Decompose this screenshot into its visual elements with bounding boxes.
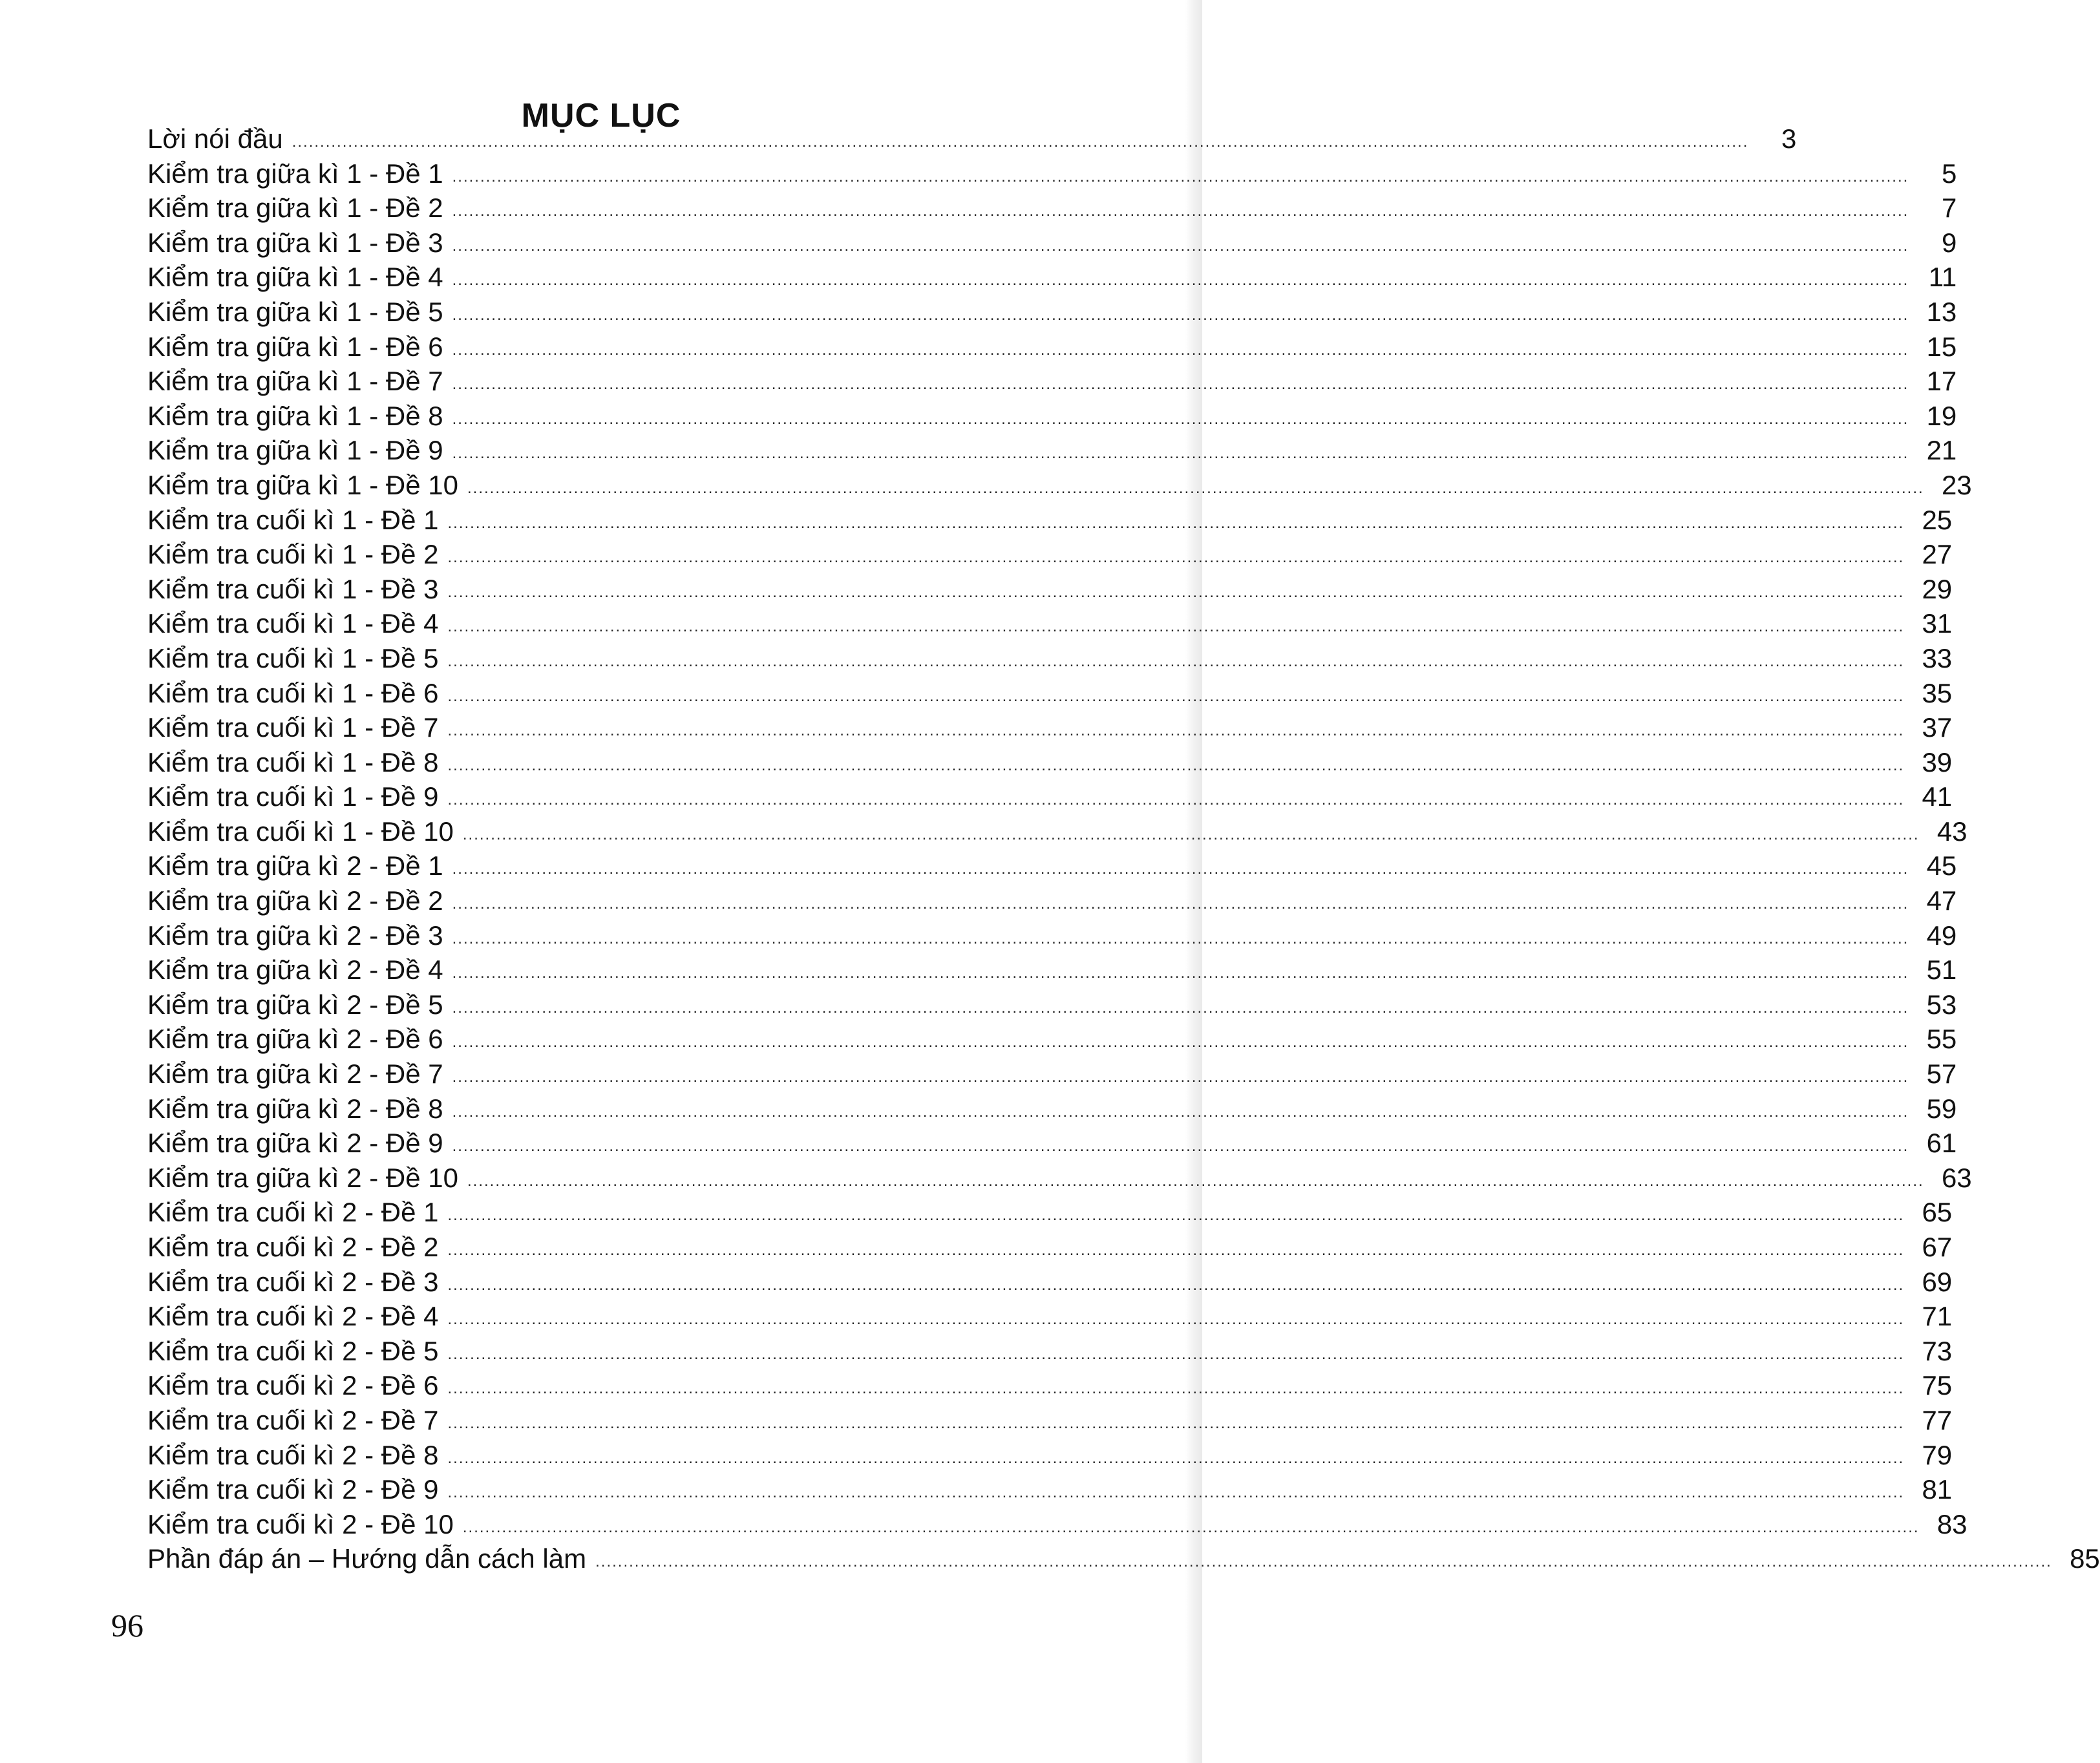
table-of-contents bbox=[147, 121, 2100, 1576]
toc-entry bbox=[147, 814, 1967, 849]
toc-entry bbox=[147, 1438, 1953, 1473]
dot-leader: .................................................................................................................................................................................................................................................................... bbox=[447, 1345, 1905, 1363]
dot-leader: .................................................................................................................................................................................................................................................................... bbox=[447, 1311, 1905, 1329]
toc-entry bbox=[147, 1161, 1972, 1196]
toc-entry-label: Kiểm tra cuối kì 1 - Đề 4 bbox=[147, 608, 439, 639]
toc-entry-label: Kiểm tra cuối kì 2 - Đề 4 bbox=[147, 1301, 439, 1332]
dot-leader: .................................................................................................................................................................................................................................................................... bbox=[452, 167, 1909, 185]
toc-entry bbox=[147, 1265, 1953, 1300]
dot-leader: .................................................................................................................................................................................................................................................................... bbox=[452, 1103, 1909, 1121]
dot-leader: .................................................................................................................................................................................................................................................................... bbox=[462, 1518, 1920, 1536]
toc-entry-page: 75 bbox=[1922, 1370, 1953, 1401]
dot-leader: .................................................................................................................................................................................................................................................................... bbox=[447, 1276, 1905, 1294]
dot-leader: .................................................................................................................................................................................................................................................................... bbox=[447, 687, 1905, 705]
toc-entry bbox=[147, 1507, 1967, 1542]
toc-entry bbox=[147, 849, 1957, 883]
toc-entry bbox=[147, 1092, 1957, 1126]
dot-leader: .................................................................................................................................................................................................................................................................... bbox=[462, 825, 1920, 843]
toc-entry-page: 55 bbox=[1926, 1024, 1957, 1055]
toc-entry-label: Kiểm tra cuối kì 1 - Đề 5 bbox=[147, 642, 439, 673]
dot-leader: .................................................................................................................................................................................................................................................................... bbox=[452, 998, 1909, 1017]
dot-leader: .................................................................................................................................................................................................................................................................... bbox=[452, 202, 1909, 220]
toc-entry bbox=[147, 606, 1953, 641]
toc-entry bbox=[147, 468, 1972, 503]
toc-entry bbox=[147, 364, 1957, 399]
toc-entry bbox=[147, 433, 1957, 468]
dot-leader: .................................................................................................................................................................................................................................................................... bbox=[447, 583, 1905, 601]
toc-entry-page: 73 bbox=[1922, 1335, 1953, 1366]
toc-entry-label: Kiểm tra giữa kì 1 - Đề 10 bbox=[147, 469, 458, 500]
toc-entry-label: Kiểm tra cuối kì 1 - Đề 8 bbox=[147, 746, 439, 777]
toc-entry bbox=[147, 1057, 1957, 1092]
toc-entry bbox=[147, 537, 1953, 572]
toc-entry-label: Kiểm tra giữa kì 1 - Đề 6 bbox=[147, 331, 443, 362]
toc-entry-label: Kiểm tra cuối kì 1 - Đề 6 bbox=[147, 677, 439, 708]
toc-entry-label: Lời nói đầu bbox=[147, 123, 283, 154]
toc-entry-page: 65 bbox=[1922, 1197, 1953, 1228]
toc-entry-label: Kiểm tra giữa kì 2 - Đề 5 bbox=[147, 989, 443, 1020]
toc-entry bbox=[147, 1299, 1953, 1334]
toc-entry bbox=[147, 676, 1953, 711]
dot-leader: .................................................................................................................................................................................................................................................................... bbox=[452, 410, 1909, 428]
toc-entry-page: 85 bbox=[2070, 1543, 2100, 1574]
toc-entry bbox=[147, 987, 1957, 1022]
toc-entry-page: 79 bbox=[1922, 1439, 1953, 1470]
dot-leader: .................................................................................................................................................................................................................................................................... bbox=[452, 1033, 1909, 1051]
toc-entry-page: 29 bbox=[1922, 573, 1953, 604]
toc-entry-label: Kiểm tra cuối kì 2 - Đề 3 bbox=[147, 1266, 439, 1297]
toc-entry-page: 27 bbox=[1922, 539, 1953, 570]
toc-entry-label: Kiểm tra giữa kì 1 - Đề 8 bbox=[147, 400, 443, 431]
toc-entry-page: 71 bbox=[1922, 1301, 1953, 1332]
dot-leader: .................................................................................................................................................................................................................................................................... bbox=[452, 306, 1909, 324]
toc-entry-label: Kiểm tra cuối kì 2 - Đề 8 bbox=[147, 1439, 439, 1470]
toc-entry-label: Kiểm tra cuối kì 1 - Đề 1 bbox=[147, 504, 439, 535]
toc-entry-page: 37 bbox=[1922, 712, 1953, 743]
dot-leader: .................................................................................................................................................................................................................................................................... bbox=[452, 929, 1909, 947]
toc-entry bbox=[147, 1541, 2100, 1576]
toc-entry-label: Kiểm tra cuối kì 2 - Đề 1 bbox=[147, 1197, 439, 1228]
toc-entry-label: Kiểm tra giữa kì 1 - Đề 3 bbox=[147, 227, 443, 258]
toc-entry bbox=[147, 1403, 1953, 1438]
dot-leader: .................................................................................................................................................................................................................................................................... bbox=[595, 1553, 2052, 1571]
dot-leader: .................................................................................................................................................................................................................................................................... bbox=[452, 271, 1909, 290]
toc-entry-label: Kiểm tra cuối kì 2 - Đề 9 bbox=[147, 1474, 439, 1505]
toc-entry-page: 11 bbox=[1928, 262, 1957, 293]
toc-entry-label: Kiểm tra giữa kì 1 - Đề 1 bbox=[147, 158, 443, 189]
page-title: MỤC LỤC bbox=[521, 96, 681, 134]
toc-entry bbox=[147, 745, 1953, 780]
toc-entry-label: Kiểm tra giữa kì 1 - Đề 7 bbox=[147, 366, 443, 397]
dot-leader: .................................................................................................................................................................................................................................................................... bbox=[447, 756, 1905, 774]
toc-entry-page: 51 bbox=[1926, 955, 1957, 986]
toc-entry-label: Kiểm tra cuối kì 2 - Đề 10 bbox=[147, 1508, 454, 1539]
dot-leader: .................................................................................................................................................................................................................................................................... bbox=[452, 375, 1909, 394]
toc-entry-page: 67 bbox=[1922, 1232, 1953, 1262]
toc-entry-page: 23 bbox=[1941, 469, 1972, 500]
toc-entry-label: Kiểm tra giữa kì 2 - Đề 8 bbox=[147, 1093, 443, 1124]
toc-entry bbox=[147, 710, 1953, 745]
toc-entry bbox=[147, 1126, 1957, 1161]
toc-entry-label: Kiểm tra cuối kì 2 - Đề 2 bbox=[147, 1232, 439, 1262]
toc-entry-page: 5 bbox=[1941, 158, 1957, 189]
toc-entry-label: Kiểm tra cuối kì 1 - Đề 9 bbox=[147, 781, 439, 812]
toc-entry-label: Kiểm tra giữa kì 2 - Đề 10 bbox=[147, 1162, 458, 1193]
toc-entry-page: 77 bbox=[1922, 1404, 1953, 1435]
toc-entry-label: Kiểm tra giữa kì 1 - Đề 5 bbox=[147, 296, 443, 327]
toc-entry-page: 47 bbox=[1926, 885, 1957, 916]
dot-leader: .................................................................................................................................................................................................................................................................... bbox=[452, 1137, 1909, 1156]
toc-entry bbox=[147, 191, 1957, 226]
toc-entry-page: 25 bbox=[1922, 504, 1953, 535]
dot-leader: .................................................................................................................................................................................................................................................................... bbox=[447, 652, 1905, 670]
toc-entry-label: Kiểm tra giữa kì 2 - Đề 9 bbox=[147, 1128, 443, 1159]
toc-entry-label: Kiểm tra giữa kì 2 - Đề 2 bbox=[147, 885, 443, 916]
toc-entry bbox=[147, 399, 1957, 434]
toc-entry-page: 59 bbox=[1926, 1093, 1957, 1124]
dot-leader: .................................................................................................................................................................................................................................................................... bbox=[452, 860, 1909, 878]
dot-leader: .................................................................................................................................................................................................................................................................... bbox=[447, 791, 1905, 809]
dot-leader: .................................................................................................................................................................................................................................................................... bbox=[292, 133, 1749, 151]
dot-leader: .................................................................................................................................................................................................................................................................... bbox=[467, 479, 1924, 497]
toc-entry bbox=[147, 1195, 1953, 1230]
toc-entry bbox=[147, 641, 1953, 676]
toc-entry bbox=[147, 1022, 1957, 1057]
toc-entry-page: 31 bbox=[1922, 608, 1953, 639]
toc-entry-label: Kiểm tra giữa kì 1 - Đề 4 bbox=[147, 262, 443, 293]
toc-entry-page: 21 bbox=[1926, 435, 1957, 466]
toc-entry-label: Kiểm tra cuối kì 1 - Đề 7 bbox=[147, 712, 439, 743]
toc-entry bbox=[147, 1230, 1953, 1265]
toc-entry-page: 45 bbox=[1926, 850, 1957, 882]
toc-entry-page: 9 bbox=[1941, 227, 1957, 258]
toc-entry bbox=[147, 883, 1957, 918]
toc-entry-label: Kiểm tra cuối kì 2 - Đề 5 bbox=[147, 1335, 439, 1366]
toc-entry-label: Phần đáp án – Hướng dẫn cách làm bbox=[147, 1543, 587, 1574]
dot-leader: .................................................................................................................................................................................................................................................................... bbox=[447, 1449, 1905, 1467]
page-number: 96 bbox=[111, 1607, 143, 1643]
toc-entry-label: Kiểm tra cuối kì 2 - Đề 7 bbox=[147, 1404, 439, 1435]
dot-leader: .................................................................................................................................................................................................................................................................... bbox=[452, 445, 1909, 463]
dot-leader: .................................................................................................................................................................................................................................................................... bbox=[452, 895, 1909, 913]
toc-entry-page: 53 bbox=[1926, 989, 1957, 1020]
toc-entry-page: 63 bbox=[1941, 1162, 1972, 1193]
toc-entry-label: Kiểm tra cuối kì 1 - Đề 3 bbox=[147, 573, 439, 604]
toc-entry bbox=[147, 156, 1957, 191]
toc-entry-page: 15 bbox=[1926, 331, 1957, 362]
dot-leader: .................................................................................................................................................................................................................................................................... bbox=[452, 341, 1909, 359]
toc-entry-page: 7 bbox=[1941, 193, 1957, 224]
toc-entry bbox=[147, 260, 1957, 295]
toc-entry-page: 81 bbox=[1922, 1474, 1953, 1505]
toc-entry bbox=[147, 779, 1953, 814]
toc-entry bbox=[147, 121, 1797, 156]
toc-entry-page: 33 bbox=[1922, 642, 1953, 673]
toc-entry bbox=[147, 1334, 1953, 1369]
toc-entry bbox=[147, 918, 1957, 953]
dot-leader: .................................................................................................................................................................................................................................................................... bbox=[447, 618, 1905, 636]
toc-entry-page: 83 bbox=[1936, 1508, 1967, 1539]
toc-entry-page: 19 bbox=[1926, 400, 1957, 431]
toc-entry-page: 49 bbox=[1926, 920, 1957, 951]
dot-leader: .................................................................................................................................................................................................................................................................... bbox=[447, 1241, 1905, 1259]
toc-entry-label: Kiểm tra giữa kì 2 - Đề 6 bbox=[147, 1024, 443, 1055]
toc-entry bbox=[147, 226, 1957, 260]
dot-leader: .................................................................................................................................................................................................................................................................... bbox=[467, 1172, 1924, 1190]
dot-leader: .................................................................................................................................................................................................................................................................... bbox=[452, 964, 1909, 982]
toc-entry-page: 39 bbox=[1922, 746, 1953, 777]
dot-leader: .................................................................................................................................................................................................................................................................... bbox=[447, 1414, 1905, 1432]
toc-entry bbox=[147, 953, 1957, 987]
toc-entry-label: Kiểm tra giữa kì 2 - Đề 1 bbox=[147, 850, 443, 882]
toc-entry-page: 35 bbox=[1922, 677, 1953, 708]
toc-entry-label: Kiểm tra giữa kì 2 - Đề 4 bbox=[147, 955, 443, 986]
toc-entry bbox=[147, 572, 1953, 607]
toc-entry-page: 13 bbox=[1926, 296, 1957, 327]
toc-entry-page: 17 bbox=[1926, 366, 1957, 397]
toc-entry-label: Kiểm tra giữa kì 2 - Đề 7 bbox=[147, 1059, 443, 1090]
toc-entry-page: 57 bbox=[1926, 1059, 1957, 1090]
dot-leader: .................................................................................................................................................................................................................................................................... bbox=[447, 514, 1905, 532]
toc-entry bbox=[147, 503, 1953, 538]
toc-entry-page: 61 bbox=[1926, 1128, 1957, 1159]
toc-entry-label: Kiểm tra cuối kì 1 - Đề 10 bbox=[147, 816, 454, 847]
toc-entry-label: Kiểm tra cuối kì 2 - Đề 6 bbox=[147, 1370, 439, 1401]
dot-leader: .................................................................................................................................................................................................................................................................... bbox=[447, 1484, 1905, 1502]
toc-entry-page: 3 bbox=[1781, 123, 1797, 154]
dot-leader: .................................................................................................................................................................................................................................................................... bbox=[452, 237, 1909, 255]
toc-entry-label: Kiểm tra cuối kì 1 - Đề 2 bbox=[147, 539, 439, 570]
dot-leader: .................................................................................................................................................................................................................................................................... bbox=[447, 1380, 1905, 1398]
toc-entry-page: 41 bbox=[1922, 781, 1953, 812]
toc-entry bbox=[147, 295, 1957, 330]
toc-entry bbox=[147, 1472, 1953, 1507]
toc-entry-label: Kiểm tra giữa kì 1 - Đề 2 bbox=[147, 193, 443, 224]
toc-entry-page: 69 bbox=[1922, 1266, 1953, 1297]
toc-entry bbox=[147, 330, 1957, 364]
toc-entry-label: Kiểm tra giữa kì 2 - Đề 3 bbox=[147, 920, 443, 951]
dot-leader: .................................................................................................................................................................................................................................................................... bbox=[447, 1207, 1905, 1225]
dot-leader: .................................................................................................................................................................................................................................................................... bbox=[452, 1068, 1909, 1086]
dot-leader: .................................................................................................................................................................................................................................................................... bbox=[447, 722, 1905, 740]
toc-entry bbox=[147, 1368, 1953, 1403]
toc-entry-label: Kiểm tra giữa kì 1 - Đề 9 bbox=[147, 435, 443, 466]
toc-entry-page: 43 bbox=[1936, 816, 1967, 847]
dot-leader: .................................................................................................................................................................................................................................................................... bbox=[447, 549, 1905, 567]
